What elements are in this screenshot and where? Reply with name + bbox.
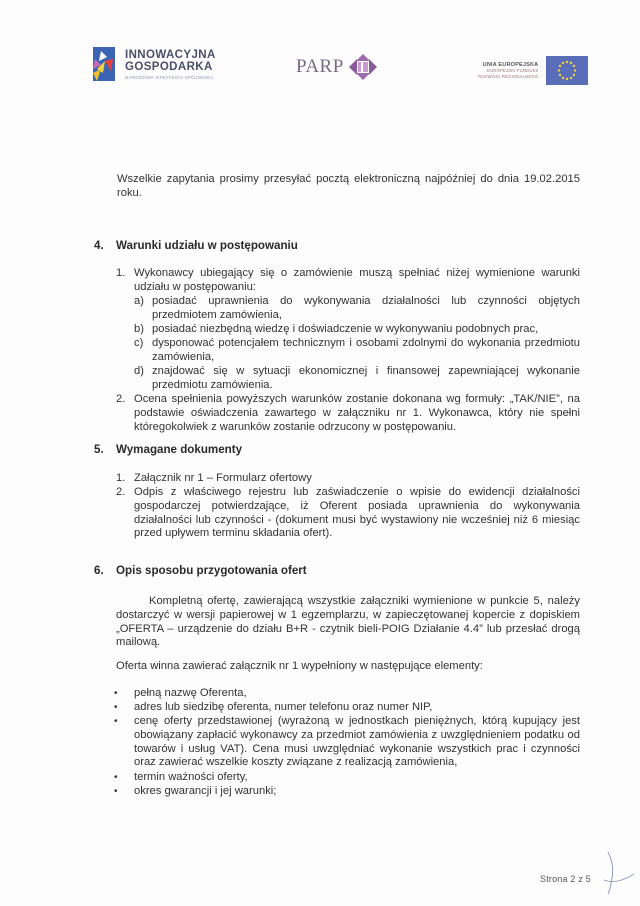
innowacyjna-gospodarka-emblem-icon xyxy=(91,45,117,83)
parp-logo-text: PARP xyxy=(296,56,344,77)
section5-item2-number: 2. xyxy=(116,486,126,498)
section6-paragraph1: Kompletną ofertę, zawierającą wszystkie załączniki wymienione w punkcie 5, należy dostarczyć w wersji papierowej w 1 egzemplarzu, w zapieczętowanej kopercie z dopiskiem „OFERTA – urządzenie do działu B+R - czytnik bieli-POIG Działanie 4.4” lub przesłać drogą mailową. xyxy=(116,595,580,649)
section5-item2-text: Odpis z właściwego rejestru lub zaświadczenie o wpisie do ewidencji działalności gospodarczej potwierdzające, iż Oferent posiada uprawnienia do wykonywania działalności lub czynności - (dokument musi być wystawiony nie wcześniej niż 6 miesiąc przed upływem terminu składania ofert). xyxy=(134,486,580,540)
section5-item1-text: Załącznik nr 1 – Formularz ofertowy xyxy=(134,472,312,484)
section4-sub-b-label: b) xyxy=(134,323,144,335)
eu-flag-icon xyxy=(546,56,588,85)
section4-sub-b-text: posiadać niezbędną wiedzę i doświadczenie w wykonywaniu podobnych prac, xyxy=(152,323,539,335)
logo-ig-line1: INNOWACYJNA xyxy=(125,48,216,61)
section4-item1-number: 1. xyxy=(116,267,126,279)
section4-item2-text: Ocena spełnienia powyższych warunków zostanie dokonana wg formuły: „TAK/NIE”, na podstawie oświadczenia zawartego w załączniku nr 1. Wykonawca, który nie spełni któregokolwiek z warunków zostanie odrzucony w postępowaniu. xyxy=(134,393,580,433)
section6-number: 6. xyxy=(94,564,104,577)
section4-item1-text: Wykonawcy ubiegający się o zamówienie muszą spełniać niżej wymienione warunki udziału w postępowaniu: xyxy=(134,267,580,293)
section4-sub-a-label: a) xyxy=(134,295,144,307)
section4-sub-d-label: d) xyxy=(134,365,144,377)
bullet-icon: • xyxy=(114,716,118,727)
section6-bullet1: pełną nazwę Oferenta, xyxy=(134,687,247,699)
logo-innowacyjna-gospodarka xyxy=(91,45,216,83)
section6-paragraph2: Oferta winna zawierać załącznik nr 1 wypełniony w następujące elementy: xyxy=(116,660,483,672)
section4-item2-number: 2. xyxy=(116,393,126,405)
bullet-icon: • xyxy=(114,786,118,797)
section4-title: Warunki udziału w postępowaniu xyxy=(116,239,298,252)
section5-title: Wymagane dokumenty xyxy=(116,443,243,456)
section4-sub-d-text: znajdować się w sytuacji ekonomicznej i finansowej zapewniającej wykonanie przedmiotu zamówienia. xyxy=(152,365,580,391)
section4-number: 4. xyxy=(94,239,104,252)
section6-bullet2: adres lub siedzibę oferenta, numer telefonu oraz numer NIP, xyxy=(134,701,433,713)
handwritten-initial-mark xyxy=(602,850,636,896)
logo-ue-line1: UNIA EUROPEJSKA xyxy=(482,61,539,68)
parp-arrows-icon xyxy=(349,54,377,80)
section6-title: Opis sposobu przygotowania ofert xyxy=(116,564,307,577)
logo-parp xyxy=(296,54,377,80)
bullet-icon: • xyxy=(114,702,118,713)
section6-bullet3: cenę oferty przedstawionej (wyrażoną w jednostkach pieniężnych, którą kupujący jest obowiązany zapłacić wykonawcy za przedmiot zamówienia z uwzględnieniem podatku od towarów i usług VAT). Cena musi uwzględniać wykonanie wszystkich prac i czynności oraz zawierać wszelkie koszty związane z realizacją zamówienia, xyxy=(134,715,580,769)
section4-sub-a-text: posiadać uprawnienia do wykonywania działalności lub czynności objętych przedmiotem zamówienia, xyxy=(152,295,580,321)
bullet-icon: • xyxy=(114,688,118,699)
page-number: Strona 2 z 5 xyxy=(540,874,591,884)
logo-unia-europejska xyxy=(478,56,588,85)
section4-sub-c-text: dysponować potencjałem technicznym i osobami zdolnymi do wykonania przedmiotu zamówienia, xyxy=(152,337,580,363)
logo-ue-line2: EUROPEJSKI FUNDUSZ xyxy=(487,67,539,73)
bullet-icon: • xyxy=(114,772,118,783)
section6-bullet4: termin ważności oferty, xyxy=(134,771,248,783)
logo-ig-line3: NARODOWA STRATEGIA SPÓJNOŚCI xyxy=(125,74,214,80)
logo-ig-line2: GOSPODARKA xyxy=(125,60,213,73)
section6-bullet5: okres gwarancji i jej warunki; xyxy=(134,785,277,797)
section4-sub-c-label: c) xyxy=(134,337,144,349)
section5-number: 5. xyxy=(94,443,104,456)
logo-ue-line3: ROZWOJU REGIONALNEGO xyxy=(478,73,539,79)
intro-paragraph: Wszelkie zapytania prosimy przesyłać pocztą elektroniczną najpóźniej do dnia 19.02.2015 roku. xyxy=(117,173,580,199)
section5-item1-number: 1. xyxy=(116,472,126,484)
